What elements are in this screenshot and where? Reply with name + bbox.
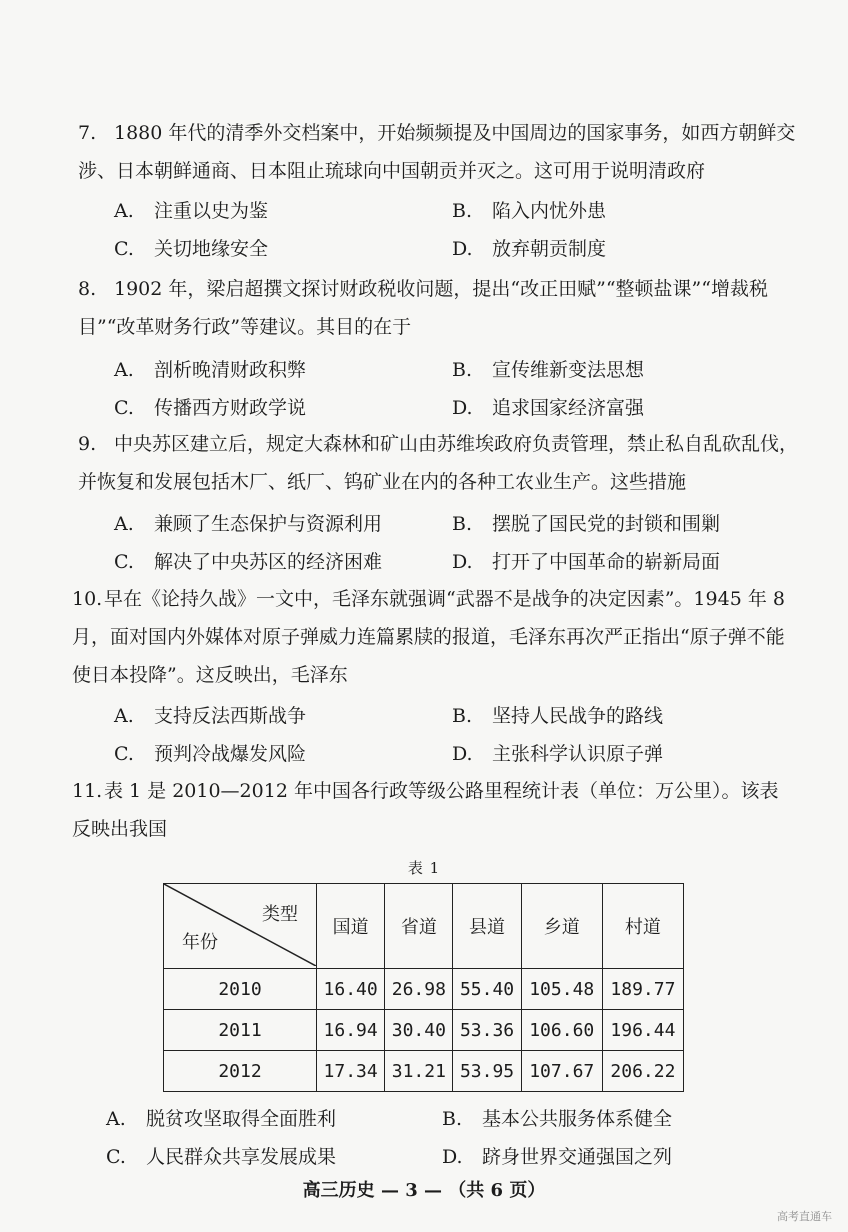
value-cell: 196.44 — [602, 1010, 683, 1051]
question-number: 7. — [78, 122, 97, 144]
question-number: 10. — [72, 588, 103, 610]
value-cell: 107.67 — [521, 1051, 602, 1092]
column-header: 村道 — [602, 884, 683, 969]
question-8 — [78, 270, 798, 346]
value-cell: 16.40 — [317, 969, 385, 1010]
option-a[interactable]: A. 剖析晚清财政积弊 — [114, 359, 307, 381]
table-row — [164, 1010, 684, 1051]
option-b[interactable]: B. 坚持人民战争的路线 — [452, 705, 664, 727]
corner-bottom-label: 年份 — [182, 932, 218, 953]
year-cell: 2011 — [164, 1010, 317, 1051]
value-cell: 26.98 — [385, 969, 453, 1010]
watermark: 高考直通车 — [777, 1210, 832, 1223]
option-a[interactable]: A. 脱贫攻坚取得全面胜利 — [106, 1108, 337, 1130]
value-cell: 206.22 — [602, 1051, 683, 1092]
option-c[interactable]: C. 人民群众共享发展成果 — [106, 1146, 337, 1168]
column-header: 乡道 — [521, 884, 602, 969]
value-cell: 16.94 — [317, 1010, 385, 1051]
option-a[interactable]: A. 兼顾了生态保护与资源利用 — [114, 513, 383, 535]
question-stem: 中央苏区建立后，规定大森林和矿山由苏维埃政府负责管理，禁止私自乱砍乱伐，并恢复和发展包括木厂、纸厂、钨矿业在内的各种工农业生产。这些措施 — [78, 433, 799, 493]
question-7 — [78, 114, 798, 190]
question-10 — [72, 580, 796, 694]
value-cell: 189.77 — [602, 969, 683, 1010]
value-cell: 53.36 — [453, 1010, 521, 1051]
table-row — [164, 1051, 684, 1092]
option-b[interactable]: B. 陷入内忧外患 — [452, 200, 607, 222]
option-b[interactable]: B. 摆脱了国民党的封锁和围剿 — [452, 513, 721, 535]
table-row — [164, 969, 684, 1010]
option-d[interactable]: D. 追求国家经济富强 — [452, 397, 645, 419]
year-cell: 2010 — [164, 969, 317, 1010]
question-number: 9. — [78, 433, 97, 455]
option-c[interactable]: C. 关切地缘安全 — [114, 238, 269, 260]
table-caption: 表 1 — [407, 859, 441, 877]
option-d[interactable]: D. 跻身世界交通强国之列 — [442, 1146, 673, 1168]
page-footer: 高三历史 — 3 — （共 6 页） — [302, 1180, 546, 1201]
question-stem: 表 1 是 2010—2012 年中国各行政等级公路里程统计表（单位：万公里）。该表反映出我国 — [72, 780, 779, 840]
value-cell: 106.60 — [521, 1010, 602, 1051]
option-d[interactable]: D. 放弃朝贡制度 — [452, 238, 607, 260]
value-cell: 31.21 — [385, 1051, 453, 1092]
option-c[interactable]: C. 预判冷战爆发风险 — [114, 743, 307, 765]
option-c[interactable]: C. 解决了中央苏区的经济困难 — [114, 551, 383, 573]
option-c[interactable]: C. 传播西方财政学说 — [114, 397, 307, 419]
value-cell: 17.34 — [317, 1051, 385, 1092]
value-cell: 55.40 — [453, 969, 521, 1010]
question-stem: 早在《论持久战》一文中，毛泽东就强调“武器不是战争的决定因素”。1945 年 8 月，面对国内外媒体对原子弹威力连篇累牍的报道，毛泽东再次严正指出“原子弹不能使日本投降”。这反映出，毛泽东 — [72, 588, 785, 686]
table-header-row — [164, 884, 684, 969]
option-d[interactable]: D. 主张科学认识原子弹 — [452, 743, 664, 765]
column-header: 国道 — [317, 884, 385, 969]
option-d[interactable]: D. 打开了中国革命的崭新局面 — [452, 551, 721, 573]
year-cell: 2012 — [164, 1051, 317, 1092]
option-a[interactable]: A. 注重以史为鉴 — [114, 200, 269, 222]
value-cell: 53.95 — [453, 1051, 521, 1092]
option-b[interactable]: B. 基本公共服务体系健全 — [442, 1108, 673, 1130]
mileage-table — [163, 883, 684, 1092]
value-cell: 105.48 — [521, 969, 602, 1010]
column-header: 县道 — [453, 884, 521, 969]
corner-top-label: 类型 — [262, 904, 298, 925]
table-corner-cell — [164, 884, 317, 969]
question-9 — [78, 425, 798, 501]
value-cell: 30.40 — [385, 1010, 453, 1051]
option-a[interactable]: A. 支持反法西斯战争 — [114, 705, 307, 727]
question-number: 11. — [72, 780, 103, 802]
option-b[interactable]: B. 宣传维新变法思想 — [452, 359, 645, 381]
question-stem: 1902 年，梁启超撰文探讨财政税收问题，提出“改正田赋”“整顿盐课”“增裁税目”“改革财务行政”等建议。其目的在于 — [78, 278, 768, 338]
question-stem: 1880 年代的清季外交档案中，开始频频提及中国周边的国家事务，如西方朝鲜交涉、日本朝鲜通商、日本阻止琉球向中国朝贡并灭之。这可用于说明清政府 — [78, 122, 796, 182]
question-number: 8. — [78, 278, 97, 300]
question-11 — [72, 772, 796, 848]
column-header: 省道 — [385, 884, 453, 969]
